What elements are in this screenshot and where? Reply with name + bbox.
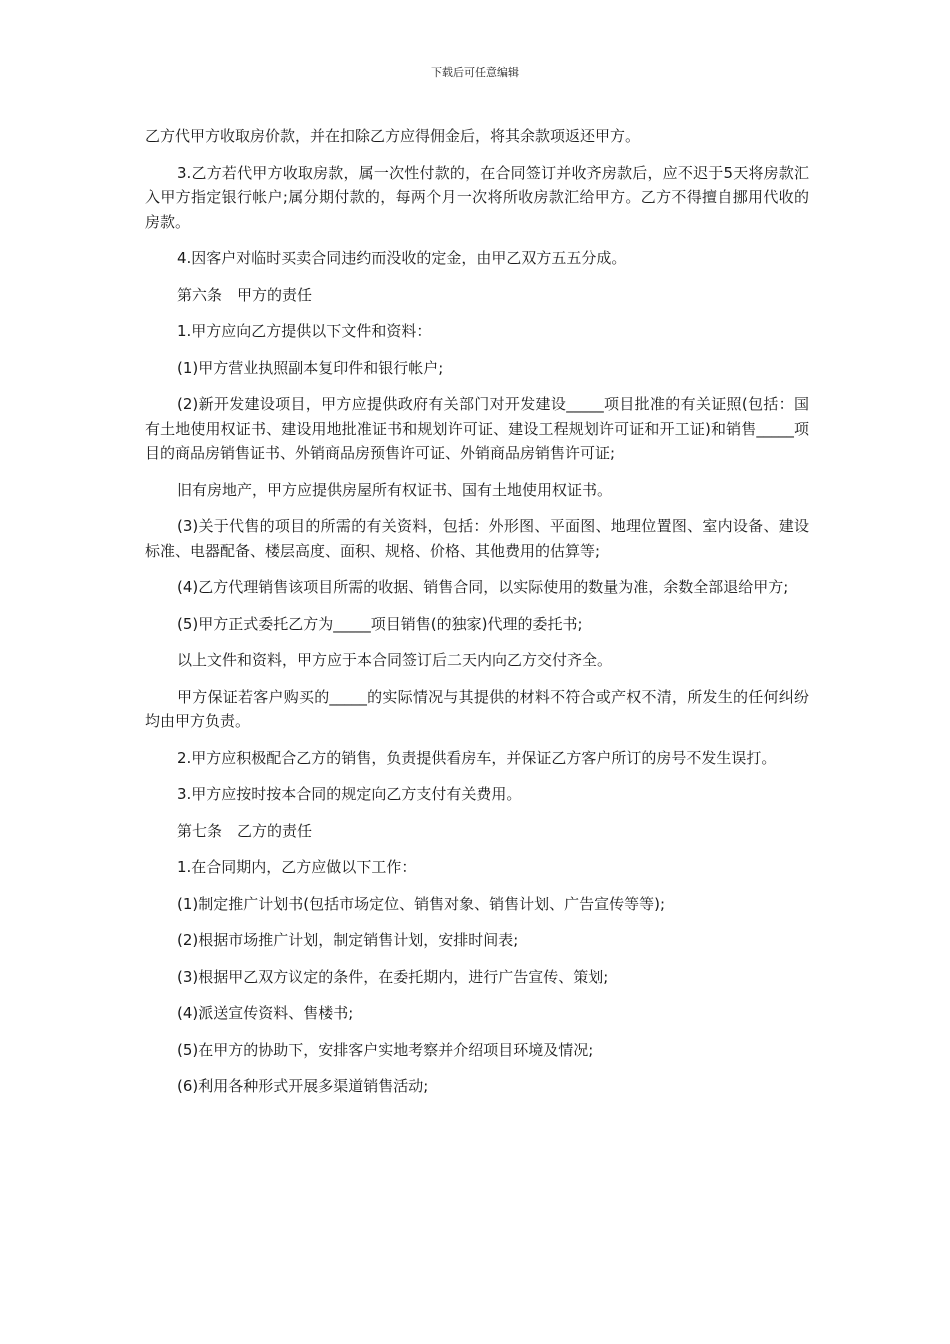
paragraph-clause-6-2: 2.甲方应积极配合乙方的销售，负责提供看房车，并保证乙方客户所订的房号不发生误打。 [177, 748, 777, 767]
list-item-7-1-3: (3)根据甲乙双方议定的条件，在委托期内，进行广告宣传、策划; [177, 967, 609, 986]
list-item-7-1-1: (1)制定推广计划书(包括市场定位、销售对象、销售计划、广告宣传等等); [177, 894, 666, 913]
paragraph-clause-5-3: 3.乙方若代甲方收取房款，属一次性付款的，在合同签订并收齐房款后，应不迟于5天将房款汇入甲方指定银行帐户;属分期付款的，每两个月一次将所收房款汇给甲方。乙方不得擅自挪用代收的房款。 [145, 163, 809, 231]
paragraph-delivery-deadline: 以上文件和资料，甲方应于本合同签订后二天内向乙方交付齐全。 [177, 651, 613, 669]
paragraph-payment-return: 乙方代甲方收取房价款，并在扣除乙方应得佣金后，将其余款项返还甲方。 [145, 127, 641, 145]
list-item-7-1-2: (2)根据市场推广计划，制定销售计划，安排时间表; [177, 931, 519, 949]
heading-article-6: 第六条 甲方的责任 [177, 285, 313, 304]
heading-article-7: 第七条 乙方的责任 [177, 821, 313, 840]
paragraph-clause-5-4: 4.因客户对临时买卖合同违约而没收的定金，由甲乙双方五五分成。 [177, 249, 627, 267]
page-header: 下载后可任意编辑 [431, 66, 519, 79]
paragraph-clause-6-3: 3.甲方应按时按本合同的规定向乙方支付有关费用。 [177, 785, 522, 803]
list-item-7-1-6: (6)利用各种形式开展多渠道销售活动; [177, 1077, 429, 1095]
list-item-6-1-1: (1)甲方营业执照副本复印件和银行帐户; [177, 358, 444, 377]
paragraph-existing-property: 旧有房地产，甲方应提供房屋所有权证书、国有土地使用权证书。 [177, 480, 613, 499]
list-item-6-1-4: (4)乙方代理销售该项目所需的收据、销售合同，以实际使用的数量为准，余数全部退给甲方; [177, 578, 789, 596]
paragraph-clause-7-1: 1.在合同期内，乙方应做以下工作： [177, 858, 417, 876]
list-item-6-1-2: (2)新开发建设项目，甲方应提供政府有关部门对开发建设_____项目批准的有关证照(包括：国有土地使用权证书、建设用地批准证书和规划许可证、建设工程规划许可证和开工证)和销售_____项目的商品房销售证书、外销商品房预售许可证、外销商品房销售许可证; [145, 395, 809, 462]
paragraph-clause-6-1: 1.甲方应向乙方提供以下文件和资料： [177, 322, 432, 340]
list-item-6-1-3: (3)关于代售的项目的所需的有关资料，包括：外形图、平面图、地理位置图、室内设备、建设标准、电器配备、楼层高度、面积、规格、价格、其他费用的估算等; [145, 517, 809, 560]
list-item-7-1-5: (5)在甲方的协助下，安排客户实地考察并介绍项目环境及情况; [177, 1040, 594, 1059]
list-item-6-1-5: (5)甲方正式委托乙方为_____项目销售(的独家)代理的委托书; [177, 614, 583, 633]
document-body [145, 124, 809, 1111]
list-item-7-1-4: (4)派送宣传资料、售楼书; [177, 1004, 354, 1022]
paragraph-guarantee: 甲方保证若客户购买的_____的实际情况与其提供的材料不符合或产权不清，所发生的任何纠纷均由甲方负责。 [145, 687, 809, 730]
